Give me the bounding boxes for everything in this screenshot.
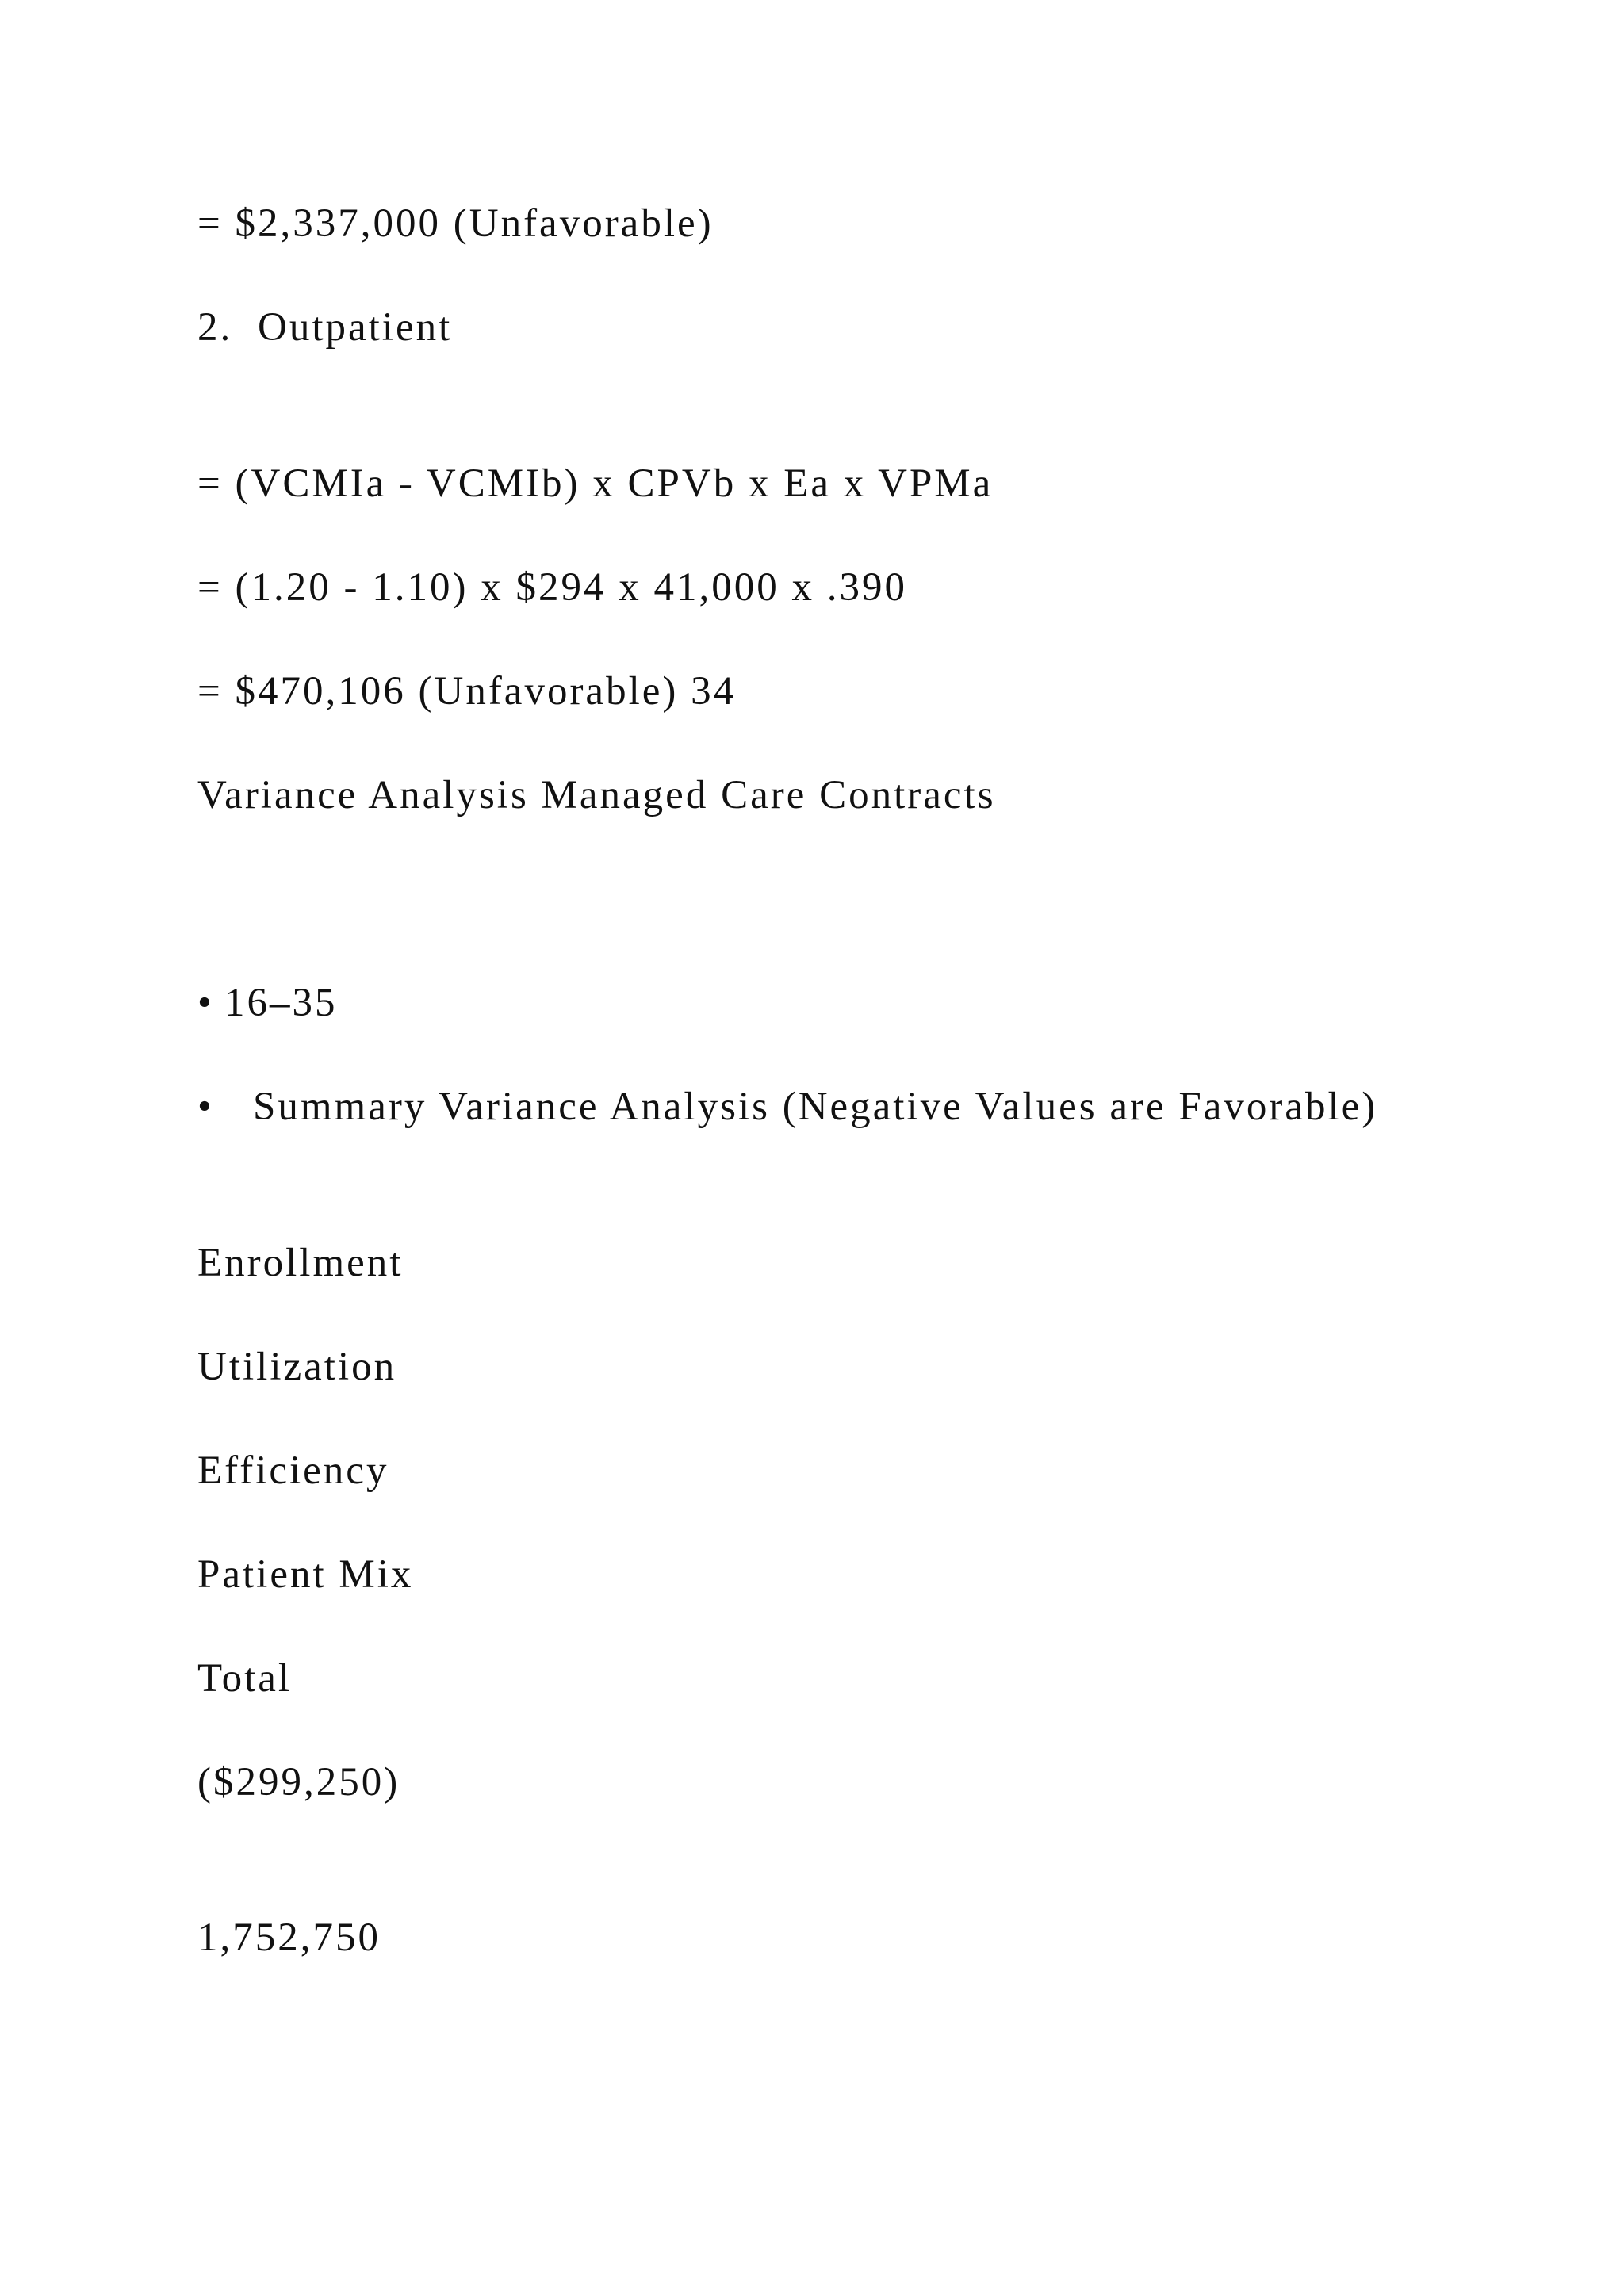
row-label-patient-mix: Patient Mix bbox=[197, 1552, 414, 1597]
row-label-total: Total bbox=[197, 1656, 293, 1701]
inpatient-result-line: = $2,337,000 (Unfavorable) bbox=[197, 201, 714, 246]
outpatient-result-line: = $470,106 (Unfavorable) 34 bbox=[197, 669, 737, 714]
substitution-line: = (1.20 - 1.10) x $294 x 41,000 x .390 bbox=[197, 565, 907, 610]
row-label-utilization: Utilization bbox=[197, 1345, 397, 1389]
row-label-enrollment: Enrollment bbox=[197, 1241, 404, 1285]
outpatient-heading: Outpatient bbox=[258, 305, 453, 350]
value-enrollment: ($299,250) bbox=[197, 1760, 400, 1804]
outpatient-heading-line bbox=[197, 304, 452, 351]
bullet-icon: • bbox=[197, 1085, 214, 1129]
slide-number: 16–35 bbox=[224, 981, 338, 1025]
summary-title-line bbox=[197, 1083, 1377, 1131]
bullet-icon: • bbox=[197, 981, 214, 1025]
slide-number-line bbox=[197, 979, 338, 1027]
list-number: 2. bbox=[197, 305, 233, 350]
row-label-efficiency: Efficiency bbox=[197, 1448, 389, 1493]
summary-title: Summary Variance Analysis (Negative Values are Favorable) bbox=[253, 1085, 1378, 1129]
formula-line: = (VCMIa - VCMIb) x CPVb x Ea x VPMa bbox=[197, 461, 994, 506]
value-utilization: 1,752,750 bbox=[197, 1915, 381, 1960]
section-title: Variance Analysis Managed Care Contracts bbox=[197, 773, 996, 817]
